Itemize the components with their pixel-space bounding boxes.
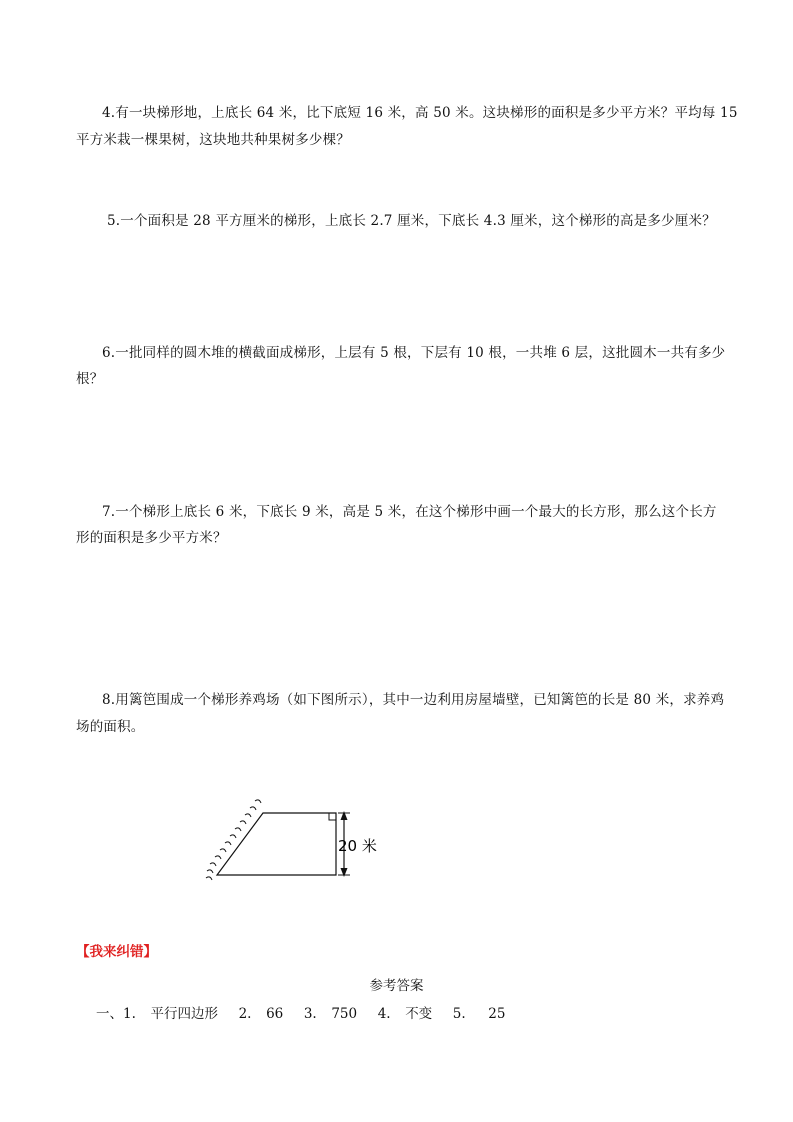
trapezoid-shape — [217, 813, 336, 875]
answers-row — [96, 1004, 505, 1024]
trapezoid-figure — [205, 795, 385, 890]
answer-item: 25 — [488, 1006, 506, 1022]
problem-7-line-1: 7.一个梯形上底长 6 米，下底长 9 米，高是 5 米，在这个梯形中画一个最大的长方形，那么这个长方 — [102, 504, 717, 520]
answer-item: 66 — [266, 1006, 284, 1022]
right-angle-marker — [329, 813, 336, 820]
height-label: 20 米 — [338, 837, 377, 855]
answer-item: 3. — [303, 1006, 317, 1022]
answer-item: 750 — [331, 1006, 358, 1022]
answer-item: 4. — [377, 1006, 391, 1022]
problem-6-line-1: 6.一批同样的圆木堆的横截面成梯形，上层有 5 根，下层有 10 根，一共堆 6 层，这批圆木一共有多少 — [102, 345, 726, 361]
problem-7-line-2: 形的面积是多少平方米？ — [76, 530, 227, 546]
problem-8-line-2: 场的面积。 — [76, 719, 145, 735]
answer-item: 5. — [452, 1006, 466, 1022]
answer-item: 不变 — [405, 1006, 433, 1022]
answer-prefix: 一、1. — [96, 1006, 136, 1022]
arrow-down-icon — [341, 868, 348, 877]
problem-4-line-2: 平方米栽一棵果树，这块地共种果树多少棵？ — [76, 132, 350, 148]
answer-item: 平行四边形 — [150, 1006, 218, 1022]
answer-item: 2. — [238, 1006, 252, 1022]
arrow-up-icon — [341, 811, 348, 820]
wall-hatching — [206, 800, 261, 880]
problem-4-line-1: 4.有一块梯形地，上底长 64 米，比下底短 16 米，高 50 米。这块梯形的面积是多少平方米？平均每 15 — [102, 105, 738, 121]
problem-6-line-2: 根？ — [76, 371, 104, 387]
answers-title: 参考答案 — [369, 978, 424, 994]
problem-5-line-1: 5.一个面积是 28 平方厘米的梯形，上底长 2.7 厘米，下底长 4.3 厘米，这个梯形的高是多少厘米？ — [107, 213, 716, 229]
section-heading: 【我来纠错】 — [76, 944, 157, 960]
problem-8-line-1: 8.用篱笆围成一个梯形养鸡场（如下图所示），其中一边利用房屋墙壁，已知篱笆的长是 80 米，求养鸡 — [102, 692, 725, 708]
